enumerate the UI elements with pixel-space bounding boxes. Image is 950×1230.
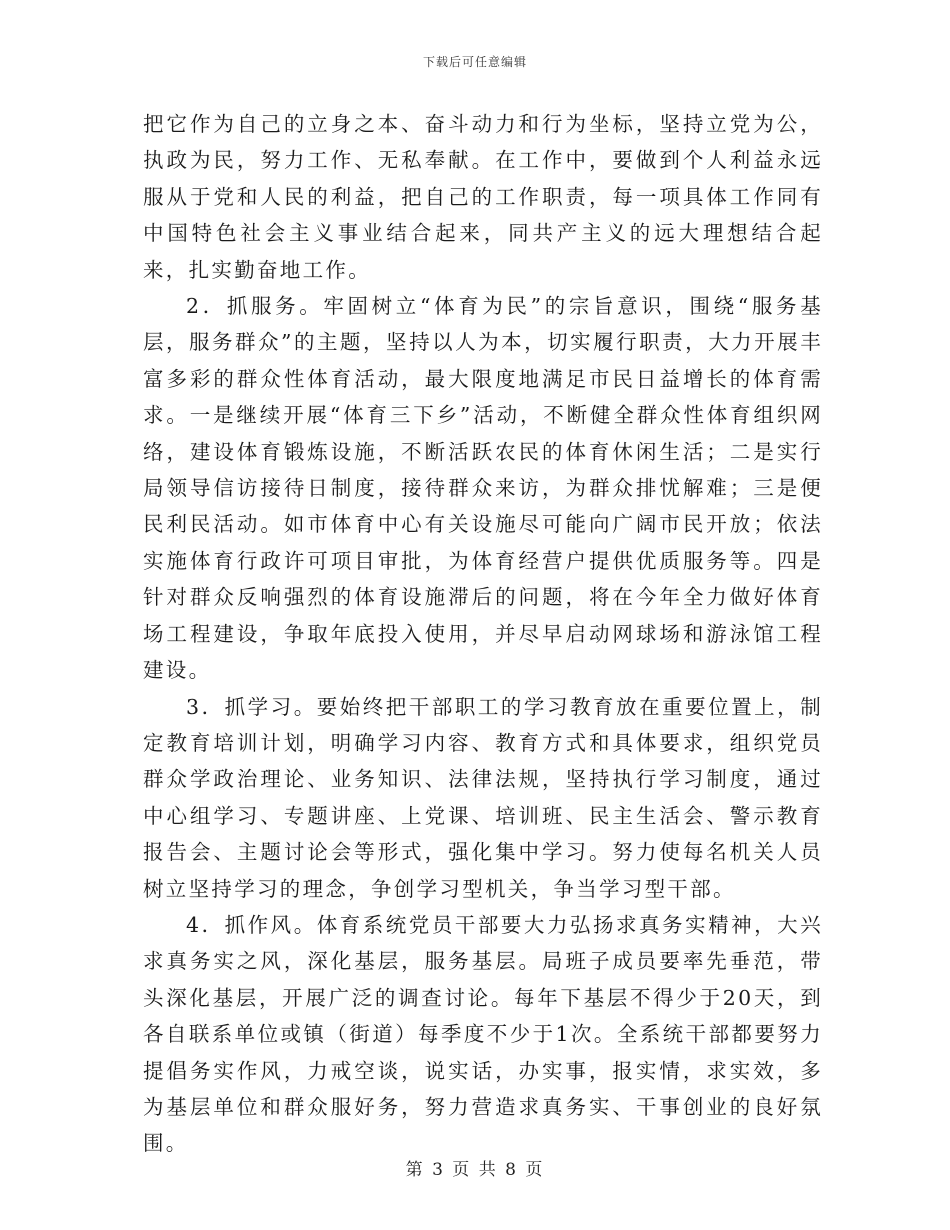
page-number: 第 3 页 共 8 页 [405,1160,545,1180]
document-body [143,106,823,1162]
paragraph-work-style: 4．抓作风。体育系统党员干部要大力弘扬求真务实精神，大兴求真务实之风，深化基层，服务基层。局班子成员要率先垂范，带头深化基层，开展广泛的调查讨论。每年下基层不得少于20天，到各自联系单位或镇（街道）每季度不少于1次。全系统干部都要努力提倡务实作风，力戒空谈，说实话，办实事，报实情，求实效，多为基层单位和群众服好务，努力营造求真务实、干事创业的良好氛围。 [143,912,823,1156]
paragraph-study: 3．抓学习。要始终把干部职工的学习教育放在重要位置上，制定教育培训计划，明确学习内容、教育方式和具体要求，组织党员群众学政治理论、业务知识、法律法规，坚持执行学习制度，通过中心组学习、专题讲座、上党课、培训班、民主生活会、警示教育报告会、主题讨论会等形式，强化集中学习。努力使每名机关人员树立坚持学习的理念，争创学习型机关，争当学习型干部。 [143,694,823,901]
page-header: 下载后可任意编辑 [422,55,527,69]
paragraph-continuation: 把它作为自己的立身之本、奋斗动力和行为坐标，坚持立党为公，执政为民，努力工作、无私奉献。在工作中，要做到个人利益永远服从于党和人民的利益，把自己的工作职责，每一项具体工作同有中国特色社会主义事业结合起来，同共产主义的远大理想结合起来，扎实勤奋地工作。 [143,112,823,282]
paragraph-service: 2．抓服务。牢固树立“体育为民”的宗旨意识，围绕“服务基层，服务群众”的主题，坚持以人为本，切实履行职责，大力开展丰富多彩的群众性体育活动，最大限度地满足市民日益增长的体育需求。一是继续开展“体育三下乡”活动，不断健全群众性体育组织网络，建设体育锻炼设施，不断活跃农民的体育休闲生活；二是实行局领导信访接待日制度，接待群众来访，为群众排忧解难；三是便民利民活动。如市体育中心有关设施尽可能向广阔市民开放；依法实施体育行政许可项目审批，为体育经营户提供优质服务等。四是针对群众反响强烈的体育设施滞后的问题，将在今年全力做好体育场工程建设，争取年底投入使用，并尽早启动网球场和游泳馆工程建设。 [143,294,823,683]
